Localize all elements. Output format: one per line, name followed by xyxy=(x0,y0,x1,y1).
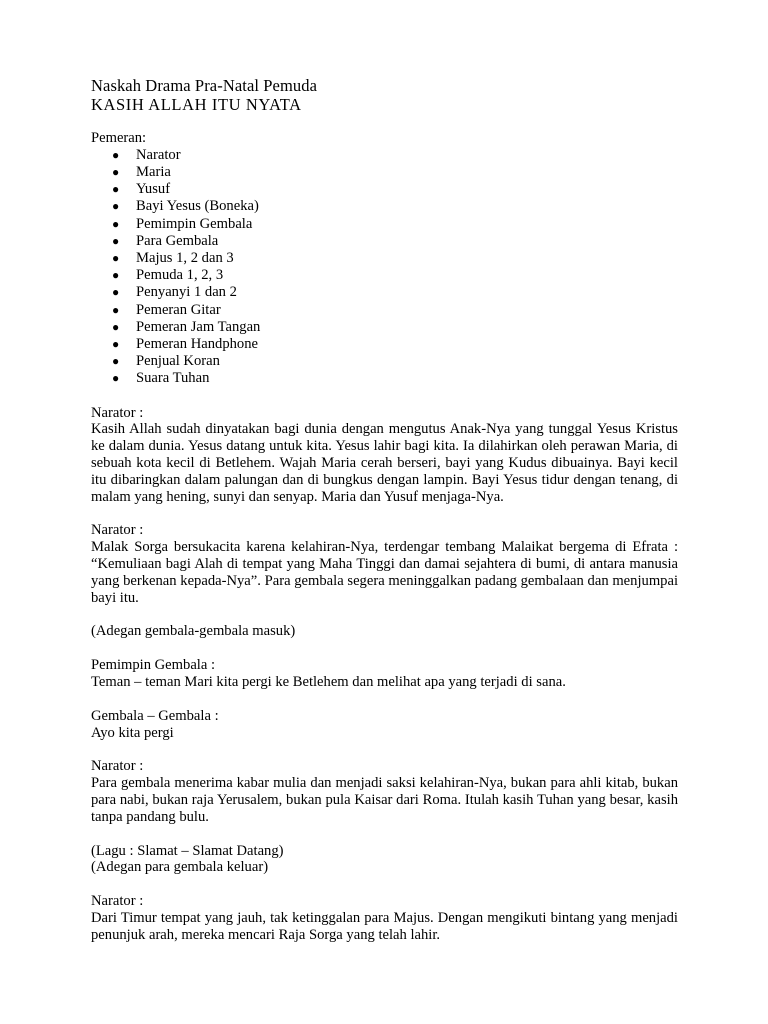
speaker-label: Narator : xyxy=(91,404,144,421)
list-item xyxy=(91,319,678,336)
bullet-icon: ● xyxy=(112,285,120,300)
cast-name: Bayi Yesus (Boneka) xyxy=(136,198,259,215)
bullet-icon: ● xyxy=(112,337,120,352)
script-block xyxy=(91,843,678,877)
script-block xyxy=(91,623,678,640)
list-item xyxy=(91,181,678,198)
bullet-icon: ● xyxy=(112,233,120,248)
bullet-icon: ● xyxy=(112,319,120,334)
cast-name: Yusuf xyxy=(136,181,171,198)
document-page xyxy=(91,76,678,944)
cast-heading: Pemeran: xyxy=(91,130,147,146)
document-title: Naskah Drama Pra-Natal Pemuda xyxy=(91,76,318,95)
bullet-icon: ● xyxy=(112,251,120,266)
list-item xyxy=(91,284,678,301)
script-block xyxy=(91,708,678,742)
list-item xyxy=(91,353,678,370)
list-item xyxy=(91,336,678,353)
dialogue-text: Kasih Allah sudah dinyatakan bagi dunia dengan mengutus Anak-Nya yang tunggal Yesus Kristus ke dalam dunia. Yesus datang untuk kita. Yesus lahir bagi kita. Ia dilahirkan oleh perawan Maria, di sebuah kota kecil di Betlehem. Wajah Maria cerah berseri, bayi yang Kudus dibuainya. Bayi kecil itu dibaringkan dalam palungan dan di bungkus dengan lampin. Bayi Yesus tidur dengan tenang, di malam yang hening, sunyi dan senyap. Maria dan Yusuf menjaga-Nya. xyxy=(91,421,678,505)
speaker-label: Narator : xyxy=(91,758,144,775)
list-item xyxy=(91,267,678,284)
cast-name: Majus 1, 2 dan 3 xyxy=(136,250,234,267)
dialogue-text: Teman – teman Mari kita pergi ke Betlehem dan melihat apa yang terjadi di sana. xyxy=(91,674,566,690)
bullet-icon: ● xyxy=(112,302,120,317)
cast-name: Maria xyxy=(136,164,171,180)
list-item xyxy=(91,198,678,215)
cast-name: Narator xyxy=(136,146,181,163)
bullet-icon: ● xyxy=(112,147,120,162)
cast-name: Para Gembala xyxy=(136,232,219,249)
script-block xyxy=(91,893,678,943)
stage-direction: (Adegan gembala-gembala masuk) xyxy=(91,623,296,640)
bullet-icon: ● xyxy=(112,371,120,386)
play-title: KASIH ALLAH ITU NYATA xyxy=(91,95,302,114)
dialogue-text: Malak Sorga bersukacita karena kelahiran-Nya, terdengar tembang Malaikat bergema di Efrata : “Kemuliaan bagi Alah di tempat yang Maha Tinggi dan damai sejahtera di bumi, di antara manusia yang berkenan kepada-Nya”. Para gembala segera meninggalkan padang gembalaan dan menjumpai bayi itu. xyxy=(91,539,678,606)
script-block xyxy=(91,758,678,825)
list-item xyxy=(91,233,678,250)
cast-name: Suara Tuhan xyxy=(136,370,210,387)
dialogue-text: Para gembala menerima kabar mulia dan menjadi saksi kelahiran-Nya, bukan para ahli kitab, bukan para nabi, bukan raja Yerusalem, bukan pula Kaisar dari Roma. Itulah kasih Tuhan yang besar, kasih tanpa pandang bulu. xyxy=(91,775,678,825)
cast-name: Penyanyi 1 dan 2 xyxy=(136,284,237,301)
script-block xyxy=(91,657,678,691)
cast-name: Pemeran Handphone xyxy=(136,336,258,353)
bullet-icon: ● xyxy=(112,182,120,197)
bullet-icon: ● xyxy=(112,199,120,214)
list-item xyxy=(91,216,678,233)
song-cue: (Lagu : Slamat – Slamat Datang) xyxy=(91,842,284,859)
cast-name: Pemeran Jam Tangan xyxy=(136,318,261,335)
bullet-icon: ● xyxy=(112,354,120,369)
dialogue-text: Ayo kita pergi xyxy=(91,724,174,741)
cast-name: Pemeran Gitar xyxy=(136,301,221,318)
speaker-label: Pemimpin Gembala : xyxy=(91,657,216,674)
cast-name: Pemuda 1, 2, 3 xyxy=(136,267,224,284)
list-item xyxy=(91,147,678,164)
cast-name: Penjual Koran xyxy=(136,353,220,370)
speaker-label: Narator : xyxy=(91,522,144,539)
bullet-icon: ● xyxy=(112,268,120,283)
script-block xyxy=(91,522,678,606)
stage-direction: (Adegan para gembala keluar) xyxy=(91,859,269,876)
cast-name: Pemimpin Gembala xyxy=(136,215,253,232)
cast-list xyxy=(91,147,678,388)
speaker-label: Narator : xyxy=(91,893,144,910)
list-item xyxy=(91,164,678,181)
bullet-icon: ● xyxy=(112,165,120,179)
script-block xyxy=(91,405,678,506)
list-item xyxy=(91,250,678,267)
list-item xyxy=(91,302,678,319)
dialogue-text: Dari Timur tempat yang jauh, tak ketinggalan para Majus. Dengan mengikuti bintang yang menjadi penunjuk arah, mereka mencari Raja Sorga yang telah lahir. xyxy=(91,909,678,943)
speaker-label: Gembala – Gembala : xyxy=(91,707,219,724)
list-item xyxy=(91,370,678,387)
bullet-icon: ● xyxy=(112,216,120,231)
